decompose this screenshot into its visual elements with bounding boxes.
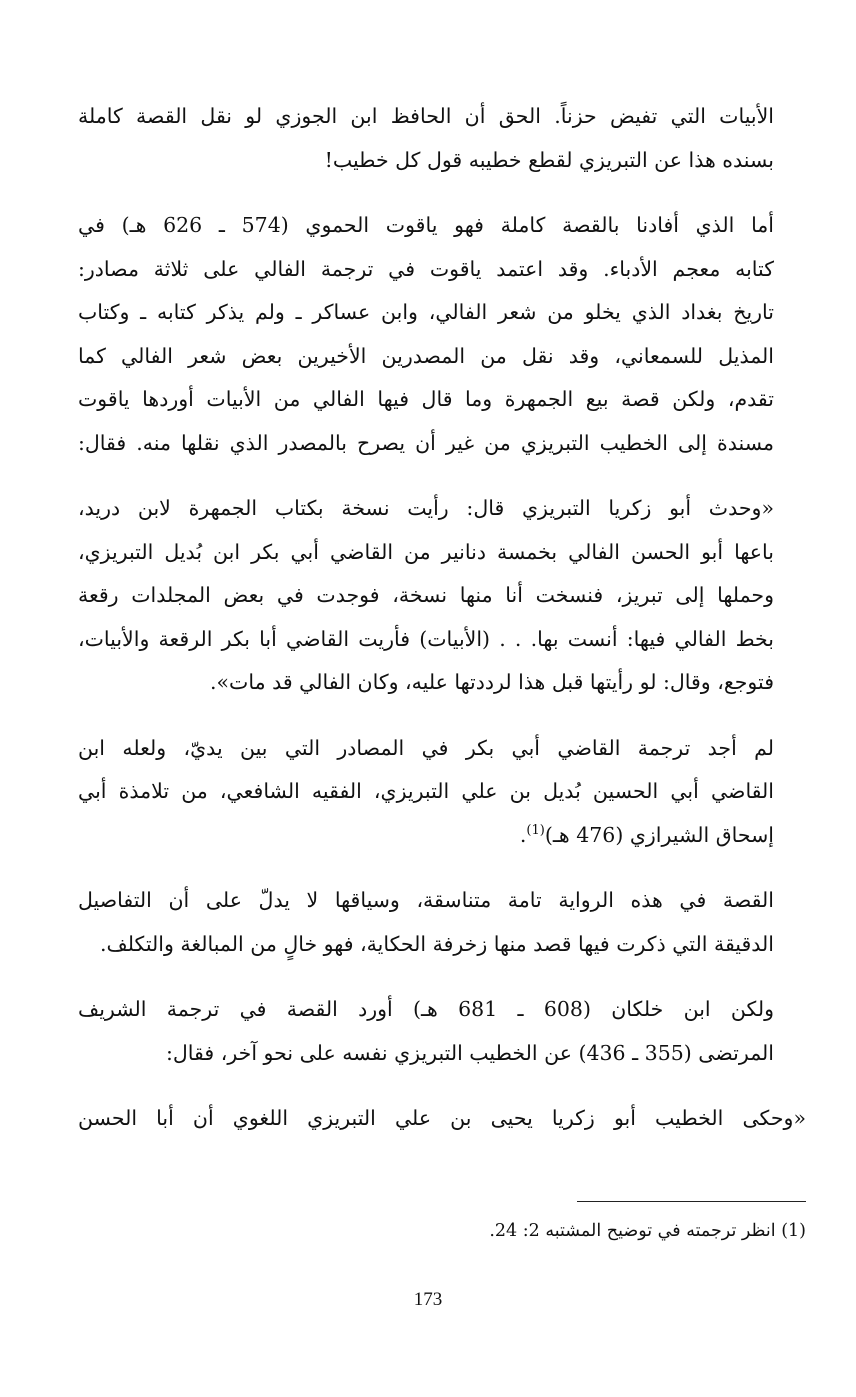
text-line: مسندة إلى الخطيب التبريزي من غير أن يصرح بالمصدر الذي نقلها منه. فقال: — [78, 430, 774, 455]
page-body — [78, 95, 806, 1141]
text-line: لم أجد ترجمة القاضي أبي بكر في المصادر التي بين يديّ، ولعله ابن — [78, 735, 774, 760]
text-line: بسنده هذا عن التبريزي لقطع خطيبه قول كل خطيب! — [324, 147, 774, 172]
text-line: المرتضى (355 ـ 436) عن الخطيب التبريزي نفسه على نحو آخر، فقال: — [166, 1040, 774, 1065]
text-line: «وحدث أبو زكريا التبريزي قال: رأيت نسخة بكتاب الجمهرة لابن دريد، — [78, 496, 774, 520]
text-run: . — [519, 822, 527, 847]
text-line-with-footnote — [78, 814, 806, 858]
text-line: وحملها إلى تبريز، فنسخت أنا منها نسخة، فوجدت في بعض المجلدات رقعة — [78, 583, 774, 607]
paragraph-6 — [78, 988, 806, 1075]
text-line: المذيل للسمعاني، وقد نقل من المصدرين الأخيرين بعض شعر الفالي كما — [78, 343, 774, 368]
text-line: فتوجع، وقال: لو رأيتها قبل هذا لرددتها عليه، وكان الفالي قد مات». — [209, 670, 774, 694]
text-line: بخط الفالي فيها: أنست بها. . . (الأبيات) فأريت القاضي أبا بكر الرقعة والأبيات، — [78, 626, 774, 651]
text-line: ولكن ابن خلكان (608 ـ 681 هـ) أورد القصة في ترجمة الشريف — [78, 997, 774, 1021]
quote-paragraph — [78, 487, 806, 705]
paragraph-gap — [78, 182, 806, 204]
text-line: تاريخ بغداد الذي يخلو من شعر الفالي، وابن عساكر ـ ولم يذكر كتابه ـ وكتاب — [78, 300, 774, 324]
paragraph-1 — [78, 95, 806, 182]
text-line: كتابه معجم الأدباء. وقد اعتمد ياقوت في ترجمة الفالي على ثلاثة مصادر: — [78, 256, 774, 281]
footnote-reference[interactable]: (1) — [526, 822, 545, 838]
page-number: 173 — [413, 1289, 443, 1310]
paragraph-2 — [78, 204, 806, 465]
paragraph-4 — [78, 727, 806, 858]
paragraph-gap — [78, 857, 806, 879]
text-run: إسحاق الشيرازي (476 هـ) — [544, 822, 774, 847]
text-line: القصة في هذه الرواية تامة متناسقة، وسياقها لا يدلّ على أن التفاصيل — [78, 888, 774, 912]
text-line: «وحكى الخطيب أبو زكريا يحيى بن علي التبريزي اللغوي أن أبا الحسن — [78, 1106, 806, 1130]
paragraph-gap — [78, 1075, 806, 1097]
text-line: باعها أبو الحسن الفالي بخمسة دنانير من القاضي أبي بكر ابن بُديل التبريزي، — [78, 539, 774, 564]
quote-paragraph-2 — [78, 1097, 806, 1141]
paragraph-gap — [78, 966, 806, 988]
paragraph-gap — [78, 705, 806, 727]
paragraph-gap — [78, 465, 806, 487]
text-line: الدقيقة التي ذكرت فيها قصد منها زخرفة الحكاية، فهو خالٍ من المبالغة والتكلف. — [99, 931, 774, 956]
paragraph-5 — [78, 879, 806, 966]
footnote-divider — [577, 1201, 806, 1202]
text-line: أما الذي أفادنا بالقصة كاملة فهو ياقوت الحموي (574 ـ 626 هـ) في — [78, 213, 774, 237]
text-line: القاضي أبي الحسين بُديل بن علي التبريزي، الفقيه الشافعي، من تلامذة أبي — [78, 779, 774, 803]
text-line: الأبيات التي تفيض حزناً. الحق أن الحافظ ابن الجوزي لو نقل القصة كاملة — [78, 104, 774, 128]
text-line: تقدم، ولكن قصة بيع الجمهرة وما قال فيها الفالي من الأبيات أوردها ياقوت — [78, 387, 774, 411]
footnote: (1) انظر ترجمته في توضيح المشتبه 2: 24. — [489, 1221, 806, 1241]
